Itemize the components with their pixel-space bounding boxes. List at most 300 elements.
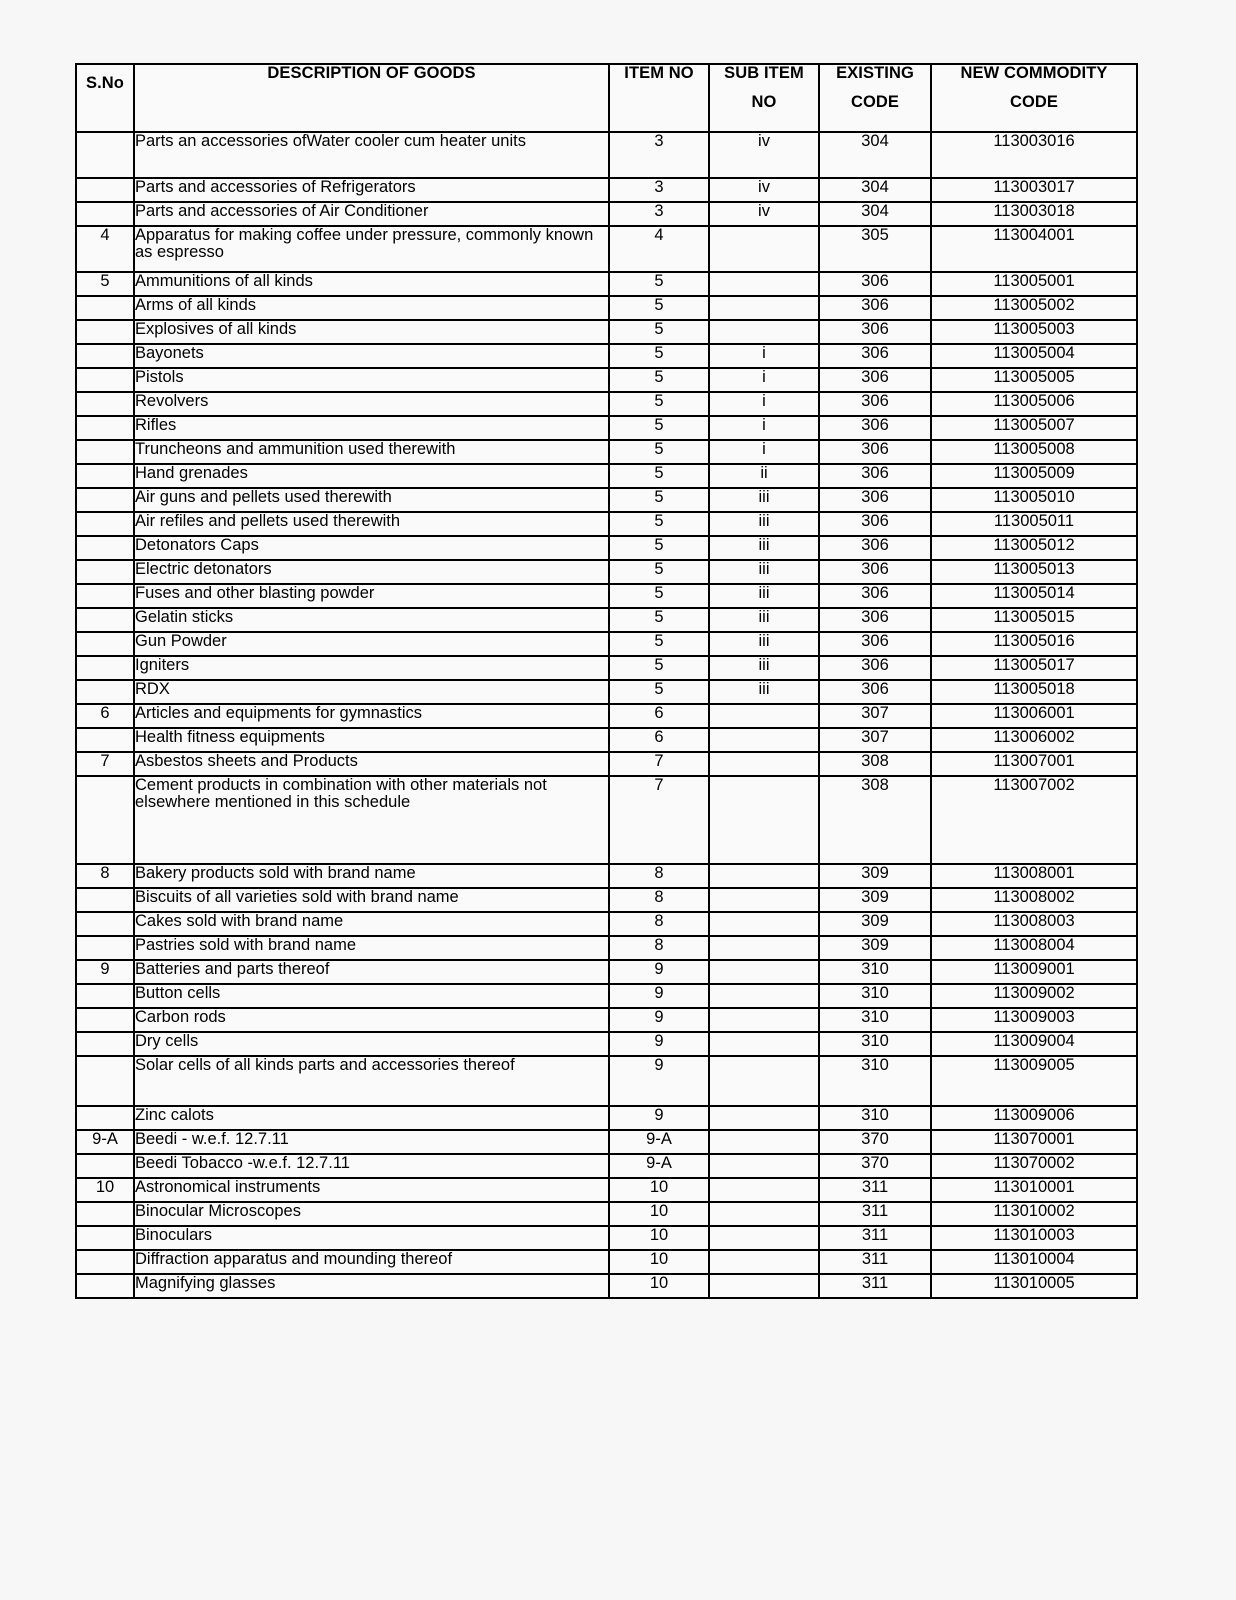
cell-item-no: 5 [609, 440, 709, 464]
cell-sub-item-no [709, 776, 819, 864]
cell-sno [76, 1274, 134, 1298]
cell-sno [76, 1008, 134, 1032]
cell-sno [76, 296, 134, 320]
cell-sub-item-no [709, 1226, 819, 1250]
cell-new-code: 113005018 [931, 680, 1137, 704]
cell-sno [76, 680, 134, 704]
cell-item-no: 10 [609, 1250, 709, 1274]
cell-sub-item-no [709, 912, 819, 936]
cell-sno [76, 608, 134, 632]
table-row [76, 416, 1137, 440]
cell-description: Pastries sold with brand name [134, 936, 609, 960]
table-row [76, 1274, 1137, 1298]
cell-description: Asbestos sheets and Products [134, 752, 609, 776]
cell-existing-code: 306 [819, 584, 931, 608]
table-row [76, 1056, 1137, 1106]
cell-description: Cement products in combination with other materials not elsewhere mentioned in this schedule [134, 776, 609, 864]
cell-new-code: 113010003 [931, 1226, 1137, 1250]
table-row [76, 344, 1137, 368]
cell-sub-item-no [709, 226, 819, 272]
table-row [76, 864, 1137, 888]
column-header-item-no-label: ITEM NO [624, 64, 694, 82]
column-header-description [134, 64, 609, 132]
table-row [76, 296, 1137, 320]
cell-item-no: 9 [609, 960, 709, 984]
table-row [76, 536, 1137, 560]
table-row [76, 488, 1137, 512]
cell-item-no: 5 [609, 368, 709, 392]
cell-sub-item-no [709, 1032, 819, 1056]
column-header-sub-item-no-line2: NO [751, 92, 777, 111]
cell-new-code: 113005004 [931, 344, 1137, 368]
cell-description: Binocular Microscopes [134, 1202, 609, 1226]
cell-sno [76, 1032, 134, 1056]
cell-sub-item-no [709, 984, 819, 1008]
table-header [76, 64, 1137, 132]
cell-description: Air guns and pellets used therewith [134, 488, 609, 512]
cell-existing-code: 304 [819, 202, 931, 226]
cell-item-no: 5 [609, 296, 709, 320]
cell-description: RDX [134, 680, 609, 704]
cell-sub-item-no [709, 936, 819, 960]
cell-new-code: 113007001 [931, 752, 1137, 776]
cell-sub-item-no: i [709, 416, 819, 440]
cell-existing-code: 306 [819, 368, 931, 392]
table-row [76, 608, 1137, 632]
table-row [76, 1008, 1137, 1032]
cell-existing-code: 306 [819, 512, 931, 536]
cell-sub-item-no: iii [709, 632, 819, 656]
cell-item-no: 5 [609, 560, 709, 584]
cell-sub-item-no [709, 1250, 819, 1274]
table-row [76, 1202, 1137, 1226]
cell-description: Astronomical instruments [134, 1178, 609, 1202]
column-header-existing-code-line2: CODE [850, 92, 900, 111]
cell-description: Articles and equipments for gymnastics [134, 704, 609, 728]
cell-new-code: 113008004 [931, 936, 1137, 960]
table-row [76, 202, 1137, 226]
cell-sub-item-no [709, 1178, 819, 1202]
cell-description: Arms of all kinds [134, 296, 609, 320]
cell-existing-code: 310 [819, 1106, 931, 1130]
cell-new-code: 113005011 [931, 512, 1137, 536]
cell-sub-item-no: iii [709, 488, 819, 512]
cell-item-no: 3 [609, 202, 709, 226]
cell-new-code: 113005007 [931, 416, 1137, 440]
table-row [76, 1106, 1137, 1130]
table-row [76, 1226, 1137, 1250]
cell-item-no: 5 [609, 536, 709, 560]
cell-description: Gelatin sticks [134, 608, 609, 632]
cell-description: Apparatus for making coffee under pressure, commonly known as espresso [134, 226, 609, 272]
cell-sno [76, 392, 134, 416]
cell-description: Parts and accessories of Refrigerators [134, 178, 609, 202]
cell-sno [76, 416, 134, 440]
cell-item-no: 9-A [609, 1154, 709, 1178]
cell-description: Solar cells of all kinds parts and accessories thereof [134, 1056, 609, 1106]
cell-existing-code: 306 [819, 440, 931, 464]
column-header-new-commodity-code-line2: CODE [1009, 92, 1059, 111]
cell-sub-item-no: iv [709, 202, 819, 226]
cell-description: Button cells [134, 984, 609, 1008]
cell-sno: 7 [76, 752, 134, 776]
cell-new-code: 113005016 [931, 632, 1137, 656]
cell-description: Rifles [134, 416, 609, 440]
cell-sno [76, 1202, 134, 1226]
cell-sub-item-no [709, 864, 819, 888]
cell-description: Bayonets [134, 344, 609, 368]
cell-sub-item-no [709, 320, 819, 344]
cell-description: Detonators Caps [134, 536, 609, 560]
cell-sub-item-no: iv [709, 132, 819, 178]
cell-item-no: 6 [609, 704, 709, 728]
cell-existing-code: 370 [819, 1154, 931, 1178]
cell-description: Hand grenades [134, 464, 609, 488]
cell-sub-item-no [709, 752, 819, 776]
cell-item-no: 10 [609, 1178, 709, 1202]
cell-existing-code: 311 [819, 1274, 931, 1298]
cell-sno [76, 132, 134, 178]
cell-existing-code: 306 [819, 344, 931, 368]
cell-sno [76, 488, 134, 512]
table-row [76, 320, 1137, 344]
table-row [76, 272, 1137, 296]
cell-existing-code: 309 [819, 912, 931, 936]
cell-sno [76, 656, 134, 680]
cell-existing-code: 307 [819, 704, 931, 728]
table-row [76, 728, 1137, 752]
cell-sub-item-no [709, 272, 819, 296]
cell-sub-item-no: iii [709, 680, 819, 704]
cell-existing-code: 306 [819, 632, 931, 656]
cell-sub-item-no [709, 1130, 819, 1154]
cell-description: Beedi - w.e.f. 12.7.11 [134, 1130, 609, 1154]
table-row [76, 226, 1137, 272]
cell-new-code: 113004001 [931, 226, 1137, 272]
cell-sno: 8 [76, 864, 134, 888]
cell-item-no: 9 [609, 1106, 709, 1130]
cell-existing-code: 304 [819, 132, 931, 178]
cell-description: Pistols [134, 368, 609, 392]
cell-new-code: 113005008 [931, 440, 1137, 464]
cell-item-no: 9 [609, 1056, 709, 1106]
cell-existing-code: 306 [819, 272, 931, 296]
column-header-sno [76, 64, 134, 132]
cell-existing-code: 305 [819, 226, 931, 272]
cell-existing-code: 307 [819, 728, 931, 752]
cell-sno [76, 776, 134, 864]
cell-existing-code: 308 [819, 752, 931, 776]
cell-sno: 9 [76, 960, 134, 984]
cell-new-code: 113005017 [931, 656, 1137, 680]
cell-new-code: 113003018 [931, 202, 1137, 226]
cell-description: Truncheons and ammunition used therewith [134, 440, 609, 464]
cell-new-code: 113005001 [931, 272, 1137, 296]
cell-sub-item-no [709, 728, 819, 752]
cell-item-no: 9-A [609, 1130, 709, 1154]
cell-item-no: 3 [609, 178, 709, 202]
column-header-item-no [609, 64, 709, 132]
cell-description: Batteries and parts thereof [134, 960, 609, 984]
table-row [76, 632, 1137, 656]
cell-sub-item-no [709, 960, 819, 984]
column-header-new-commodity-code [931, 64, 1137, 132]
cell-description: Parts and accessories of Air Conditioner [134, 202, 609, 226]
cell-sno [76, 464, 134, 488]
cell-new-code: 113009004 [931, 1032, 1137, 1056]
cell-sno [76, 584, 134, 608]
cell-existing-code: 311 [819, 1178, 931, 1202]
cell-description: Gun Powder [134, 632, 609, 656]
cell-item-no: 5 [609, 584, 709, 608]
cell-item-no: 5 [609, 392, 709, 416]
cell-existing-code: 306 [819, 680, 931, 704]
cell-sno [76, 1226, 134, 1250]
cell-description: Binoculars [134, 1226, 609, 1250]
cell-existing-code: 306 [819, 488, 931, 512]
cell-sno [76, 536, 134, 560]
cell-new-code: 113005015 [931, 608, 1137, 632]
table-row [76, 936, 1137, 960]
cell-sub-item-no [709, 1008, 819, 1032]
cell-new-code: 113009005 [931, 1056, 1137, 1106]
cell-sno [76, 632, 134, 656]
cell-existing-code: 311 [819, 1202, 931, 1226]
table-row [76, 392, 1137, 416]
cell-new-code: 113010004 [931, 1250, 1137, 1274]
cell-item-no: 7 [609, 776, 709, 864]
cell-sno [76, 178, 134, 202]
cell-description: Electric detonators [134, 560, 609, 584]
cell-new-code: 113010001 [931, 1178, 1137, 1202]
cell-new-code: 113008001 [931, 864, 1137, 888]
cell-new-code: 113009002 [931, 984, 1137, 1008]
cell-sno [76, 936, 134, 960]
cell-existing-code: 311 [819, 1226, 931, 1250]
cell-sub-item-no [709, 296, 819, 320]
cell-sub-item-no: i [709, 392, 819, 416]
cell-sno [76, 1106, 134, 1130]
commodity-code-table [75, 63, 1138, 1299]
cell-sub-item-no: i [709, 440, 819, 464]
cell-new-code: 113005003 [931, 320, 1137, 344]
cell-item-no: 5 [609, 272, 709, 296]
cell-item-no: 4 [609, 226, 709, 272]
cell-new-code: 113009001 [931, 960, 1137, 984]
column-header-new-commodity-code-line1: NEW COMMODITY [960, 64, 1108, 82]
cell-sno [76, 320, 134, 344]
cell-existing-code: 309 [819, 936, 931, 960]
cell-sub-item-no [709, 888, 819, 912]
column-header-sub-item-no [709, 64, 819, 132]
cell-new-code: 113010005 [931, 1274, 1137, 1298]
cell-description: Fuses and other blasting powder [134, 584, 609, 608]
cell-description: Beedi Tobacco -w.e.f. 12.7.11 [134, 1154, 609, 1178]
cell-new-code: 113005009 [931, 464, 1137, 488]
column-header-existing-code-line1: EXISTING [836, 64, 914, 82]
cell-item-no: 10 [609, 1274, 709, 1298]
cell-sub-item-no [709, 1274, 819, 1298]
table-row [76, 512, 1137, 536]
cell-sub-item-no [709, 1106, 819, 1130]
table-row [76, 178, 1137, 202]
cell-item-no: 5 [609, 344, 709, 368]
cell-sub-item-no: iv [709, 178, 819, 202]
cell-sno: 10 [76, 1178, 134, 1202]
cell-existing-code: 310 [819, 984, 931, 1008]
table-row [76, 1250, 1137, 1274]
cell-sno [76, 368, 134, 392]
cell-item-no: 5 [609, 416, 709, 440]
cell-sub-item-no: ii [709, 464, 819, 488]
cell-existing-code: 309 [819, 864, 931, 888]
cell-existing-code: 306 [819, 464, 931, 488]
cell-sub-item-no: i [709, 344, 819, 368]
cell-sno [76, 560, 134, 584]
cell-description: Ammunitions of all kinds [134, 272, 609, 296]
cell-sno [76, 912, 134, 936]
cell-existing-code: 306 [819, 296, 931, 320]
cell-description: Igniters [134, 656, 609, 680]
cell-sno [76, 1154, 134, 1178]
column-header-existing-code [819, 64, 931, 132]
cell-item-no: 8 [609, 888, 709, 912]
cell-new-code: 113003016 [931, 132, 1137, 178]
cell-existing-code: 310 [819, 1032, 931, 1056]
cell-new-code: 113010002 [931, 1202, 1137, 1226]
cell-description: Cakes sold with brand name [134, 912, 609, 936]
cell-item-no: 3 [609, 132, 709, 178]
table-body [76, 132, 1137, 1298]
cell-item-no: 5 [609, 464, 709, 488]
cell-item-no: 5 [609, 608, 709, 632]
cell-sno: 6 [76, 704, 134, 728]
cell-sno: 9-A [76, 1130, 134, 1154]
cell-existing-code: 306 [819, 560, 931, 584]
table-row [76, 656, 1137, 680]
cell-new-code: 113005013 [931, 560, 1137, 584]
table-row [76, 680, 1137, 704]
cell-new-code: 113009003 [931, 1008, 1137, 1032]
cell-existing-code: 310 [819, 1056, 931, 1106]
cell-description: Carbon rods [134, 1008, 609, 1032]
table-row [76, 1178, 1137, 1202]
cell-sno [76, 1250, 134, 1274]
cell-sno [76, 728, 134, 752]
cell-existing-code: 306 [819, 608, 931, 632]
column-header-sub-item-no-line1: SUB ITEM [724, 64, 804, 82]
table-row [76, 912, 1137, 936]
cell-item-no: 9 [609, 984, 709, 1008]
cell-sub-item-no [709, 1202, 819, 1226]
table-row [76, 1032, 1137, 1056]
cell-existing-code: 310 [819, 960, 931, 984]
column-header-description-label: DESCRIPTION OF GOODS [267, 64, 476, 82]
cell-item-no: 5 [609, 632, 709, 656]
cell-sub-item-no: i [709, 368, 819, 392]
cell-new-code: 113070002 [931, 1154, 1137, 1178]
cell-sno [76, 1056, 134, 1106]
cell-new-code: 113009006 [931, 1106, 1137, 1130]
table-row [76, 888, 1137, 912]
cell-sno [76, 512, 134, 536]
cell-sub-item-no [709, 1056, 819, 1106]
cell-existing-code: 306 [819, 320, 931, 344]
cell-sub-item-no: iii [709, 512, 819, 536]
cell-sno [76, 888, 134, 912]
cell-sno [76, 202, 134, 226]
cell-item-no: 8 [609, 912, 709, 936]
cell-item-no: 10 [609, 1202, 709, 1226]
cell-new-code: 113008002 [931, 888, 1137, 912]
cell-existing-code: 308 [819, 776, 931, 864]
table-row [76, 464, 1137, 488]
cell-description: Revolvers [134, 392, 609, 416]
cell-new-code: 113006002 [931, 728, 1137, 752]
cell-sno: 4 [76, 226, 134, 272]
cell-item-no: 5 [609, 680, 709, 704]
column-header-sno-label: S.No [86, 74, 124, 92]
cell-item-no: 5 [609, 656, 709, 680]
cell-description: Health fitness equipments [134, 728, 609, 752]
cell-description: Zinc calots [134, 1106, 609, 1130]
cell-sno: 5 [76, 272, 134, 296]
cell-item-no: 5 [609, 512, 709, 536]
cell-sub-item-no [709, 704, 819, 728]
cell-item-no: 9 [609, 1032, 709, 1056]
cell-item-no: 6 [609, 728, 709, 752]
table-row [76, 984, 1137, 1008]
table-row [76, 132, 1137, 178]
table-row [76, 560, 1137, 584]
cell-new-code: 113005005 [931, 368, 1137, 392]
cell-new-code: 113006001 [931, 704, 1137, 728]
cell-item-no: 8 [609, 864, 709, 888]
cell-sub-item-no: iii [709, 608, 819, 632]
cell-sno [76, 344, 134, 368]
cell-new-code: 113005014 [931, 584, 1137, 608]
cell-new-code: 113005010 [931, 488, 1137, 512]
table-row [76, 960, 1137, 984]
table-row [76, 1154, 1137, 1178]
table-row [76, 368, 1137, 392]
cell-existing-code: 370 [819, 1130, 931, 1154]
goods-table-container [75, 63, 1136, 1299]
cell-existing-code: 306 [819, 392, 931, 416]
cell-new-code: 113003017 [931, 178, 1137, 202]
cell-sub-item-no: iii [709, 560, 819, 584]
cell-item-no: 5 [609, 488, 709, 512]
cell-existing-code: 310 [819, 1008, 931, 1032]
cell-item-no: 5 [609, 320, 709, 344]
cell-sub-item-no [709, 1154, 819, 1178]
cell-sno [76, 440, 134, 464]
cell-new-code: 113005002 [931, 296, 1137, 320]
cell-existing-code: 311 [819, 1250, 931, 1274]
cell-existing-code: 306 [819, 656, 931, 680]
cell-sno [76, 984, 134, 1008]
cell-item-no: 8 [609, 936, 709, 960]
table-row [76, 704, 1137, 728]
cell-sub-item-no: iii [709, 584, 819, 608]
cell-item-no: 10 [609, 1226, 709, 1250]
cell-sub-item-no: iii [709, 656, 819, 680]
header-row [76, 64, 1137, 132]
cell-existing-code: 306 [819, 416, 931, 440]
cell-item-no: 7 [609, 752, 709, 776]
cell-description: Explosives of all kinds [134, 320, 609, 344]
cell-description: Parts an accessories ofWater cooler cum heater units [134, 132, 609, 178]
